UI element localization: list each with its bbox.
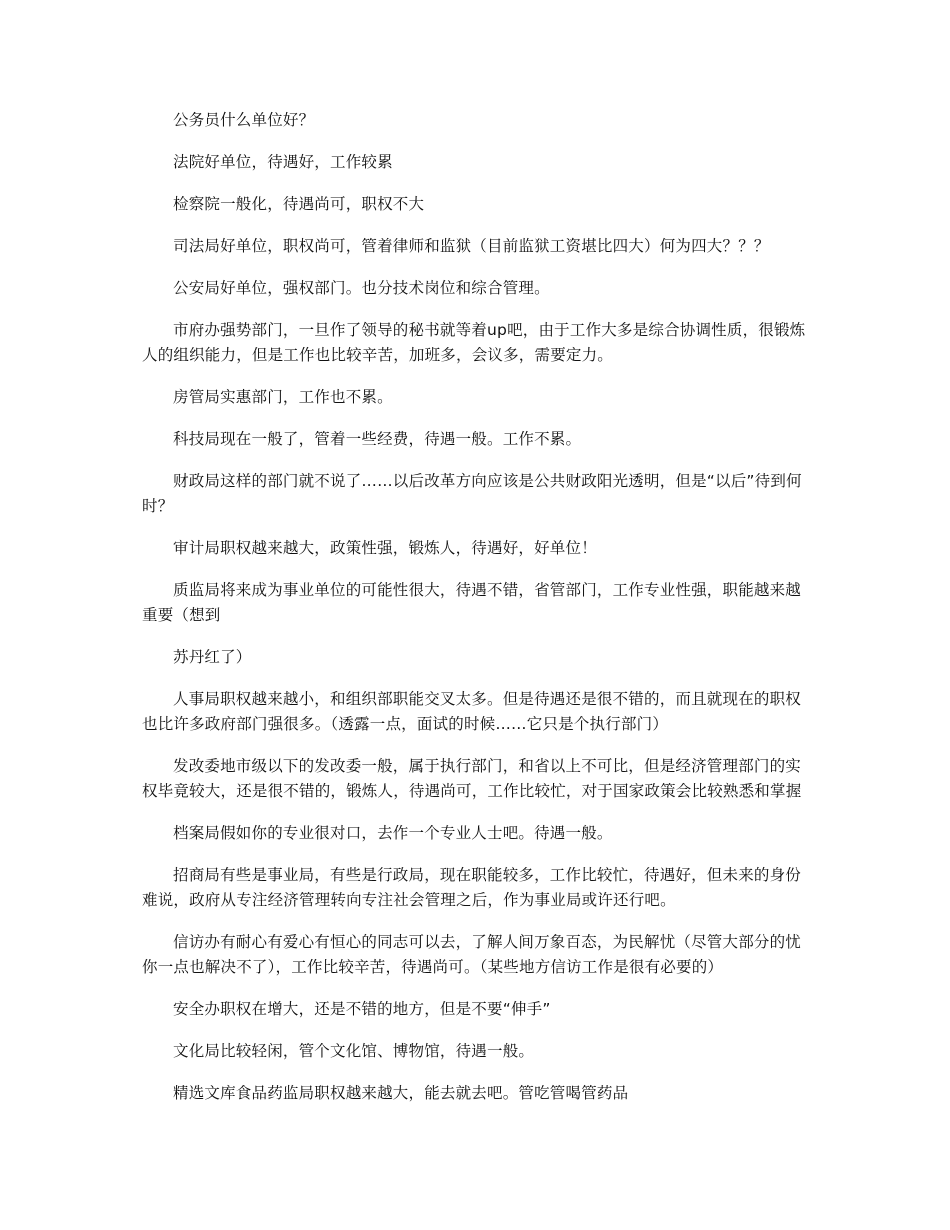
paragraph: 人事局职权越来越小，和组织部职能交叉太多。但是待遇还是很不错的，而且就现在的职权也比许多政府部门强很多。（透露一点，面试的时候……它只是个执行部门） xyxy=(142,690,802,733)
paragraph: 档案局假如你的专业很对口，去作一个专业人士吧。待遇一般。 xyxy=(173,824,613,842)
paragraph: 信访办有耐心有爱心有恒心的同志可以去，了解人间万象百态，为民解忧（尽管大部分的忧你一点也解决不了），工作比较辛苦，待遇尚可。（某些地方信访工作是很有必要的） xyxy=(142,933,802,976)
paragraph: 审计局职权越来越大，政策性强，锻炼人，待遇好，好单位！ xyxy=(173,539,597,557)
paragraph: 公安局好单位，强权部门。也分技术岗位和综合管理。 xyxy=(173,279,550,297)
paragraph: 安全办职权在增大，还是不错的地方，但是不要“伸手” xyxy=(173,1000,551,1018)
paragraph: 文化局比较轻闲，管个文化馆、博物馆，待遇一般。 xyxy=(173,1042,535,1060)
paragraph: 发改委地市级以下的发改委一般，属于执行部门，和省以上不可比，但是经济管理部门的实权毕竟较大，还是很不错的，锻炼人，待遇尚可，工作比较忙，对于国家政策会比较熟悉和掌握 xyxy=(142,757,802,800)
paragraph: 司法局好单位，职权尚可，管着律师和监狱（目前监狱工资堪比四大）何为四大？？？ xyxy=(173,237,770,255)
paragraph: 房管局实惠部门，工作也不累。 xyxy=(173,388,393,406)
paragraph: 精选文库食品药监局职权越来越大，能去就去吧。管吃管喝管药品 xyxy=(173,1084,629,1102)
paragraph: 招商局有些是事业局，有些是行政局，现在职能较多，工作比较忙，待遇好，但未来的身份难说，政府从专注经济管理转向专注社会管理之后，作为事业局或许还行吧。 xyxy=(142,866,802,909)
paragraph: 公务员什么单位好？ xyxy=(173,111,315,129)
paragraph: 市府办强势部门，一旦作了领导的秘书就等着up吧，由于工作大多是综合协调性质，很锻炼人的组织能力，但是工作也比较辛苦，加班多，会议多，需要定力。 xyxy=(142,321,806,364)
paragraph: 法院好单位，待遇好，工作较累 xyxy=(173,153,393,171)
paragraph: 质监局将来成为事业单位的可能性很大，待遇不错，省管部门，工作专业性强，职能越来越重要（想到 xyxy=(142,581,802,624)
paragraph: 检察院一般化，待遇尚可，职权不大 xyxy=(173,195,425,213)
paragraph: 科技局现在一般了，管着一些经费，待遇一般。工作不累。 xyxy=(173,430,582,448)
paragraph: 苏丹红了） xyxy=(173,648,252,666)
paragraph: 财政局这样的部门就不说了……以后改革方向应该是公共财政阳光透明，但是“以后”待到何时？ xyxy=(142,472,802,515)
document-body xyxy=(142,108,810,1123)
